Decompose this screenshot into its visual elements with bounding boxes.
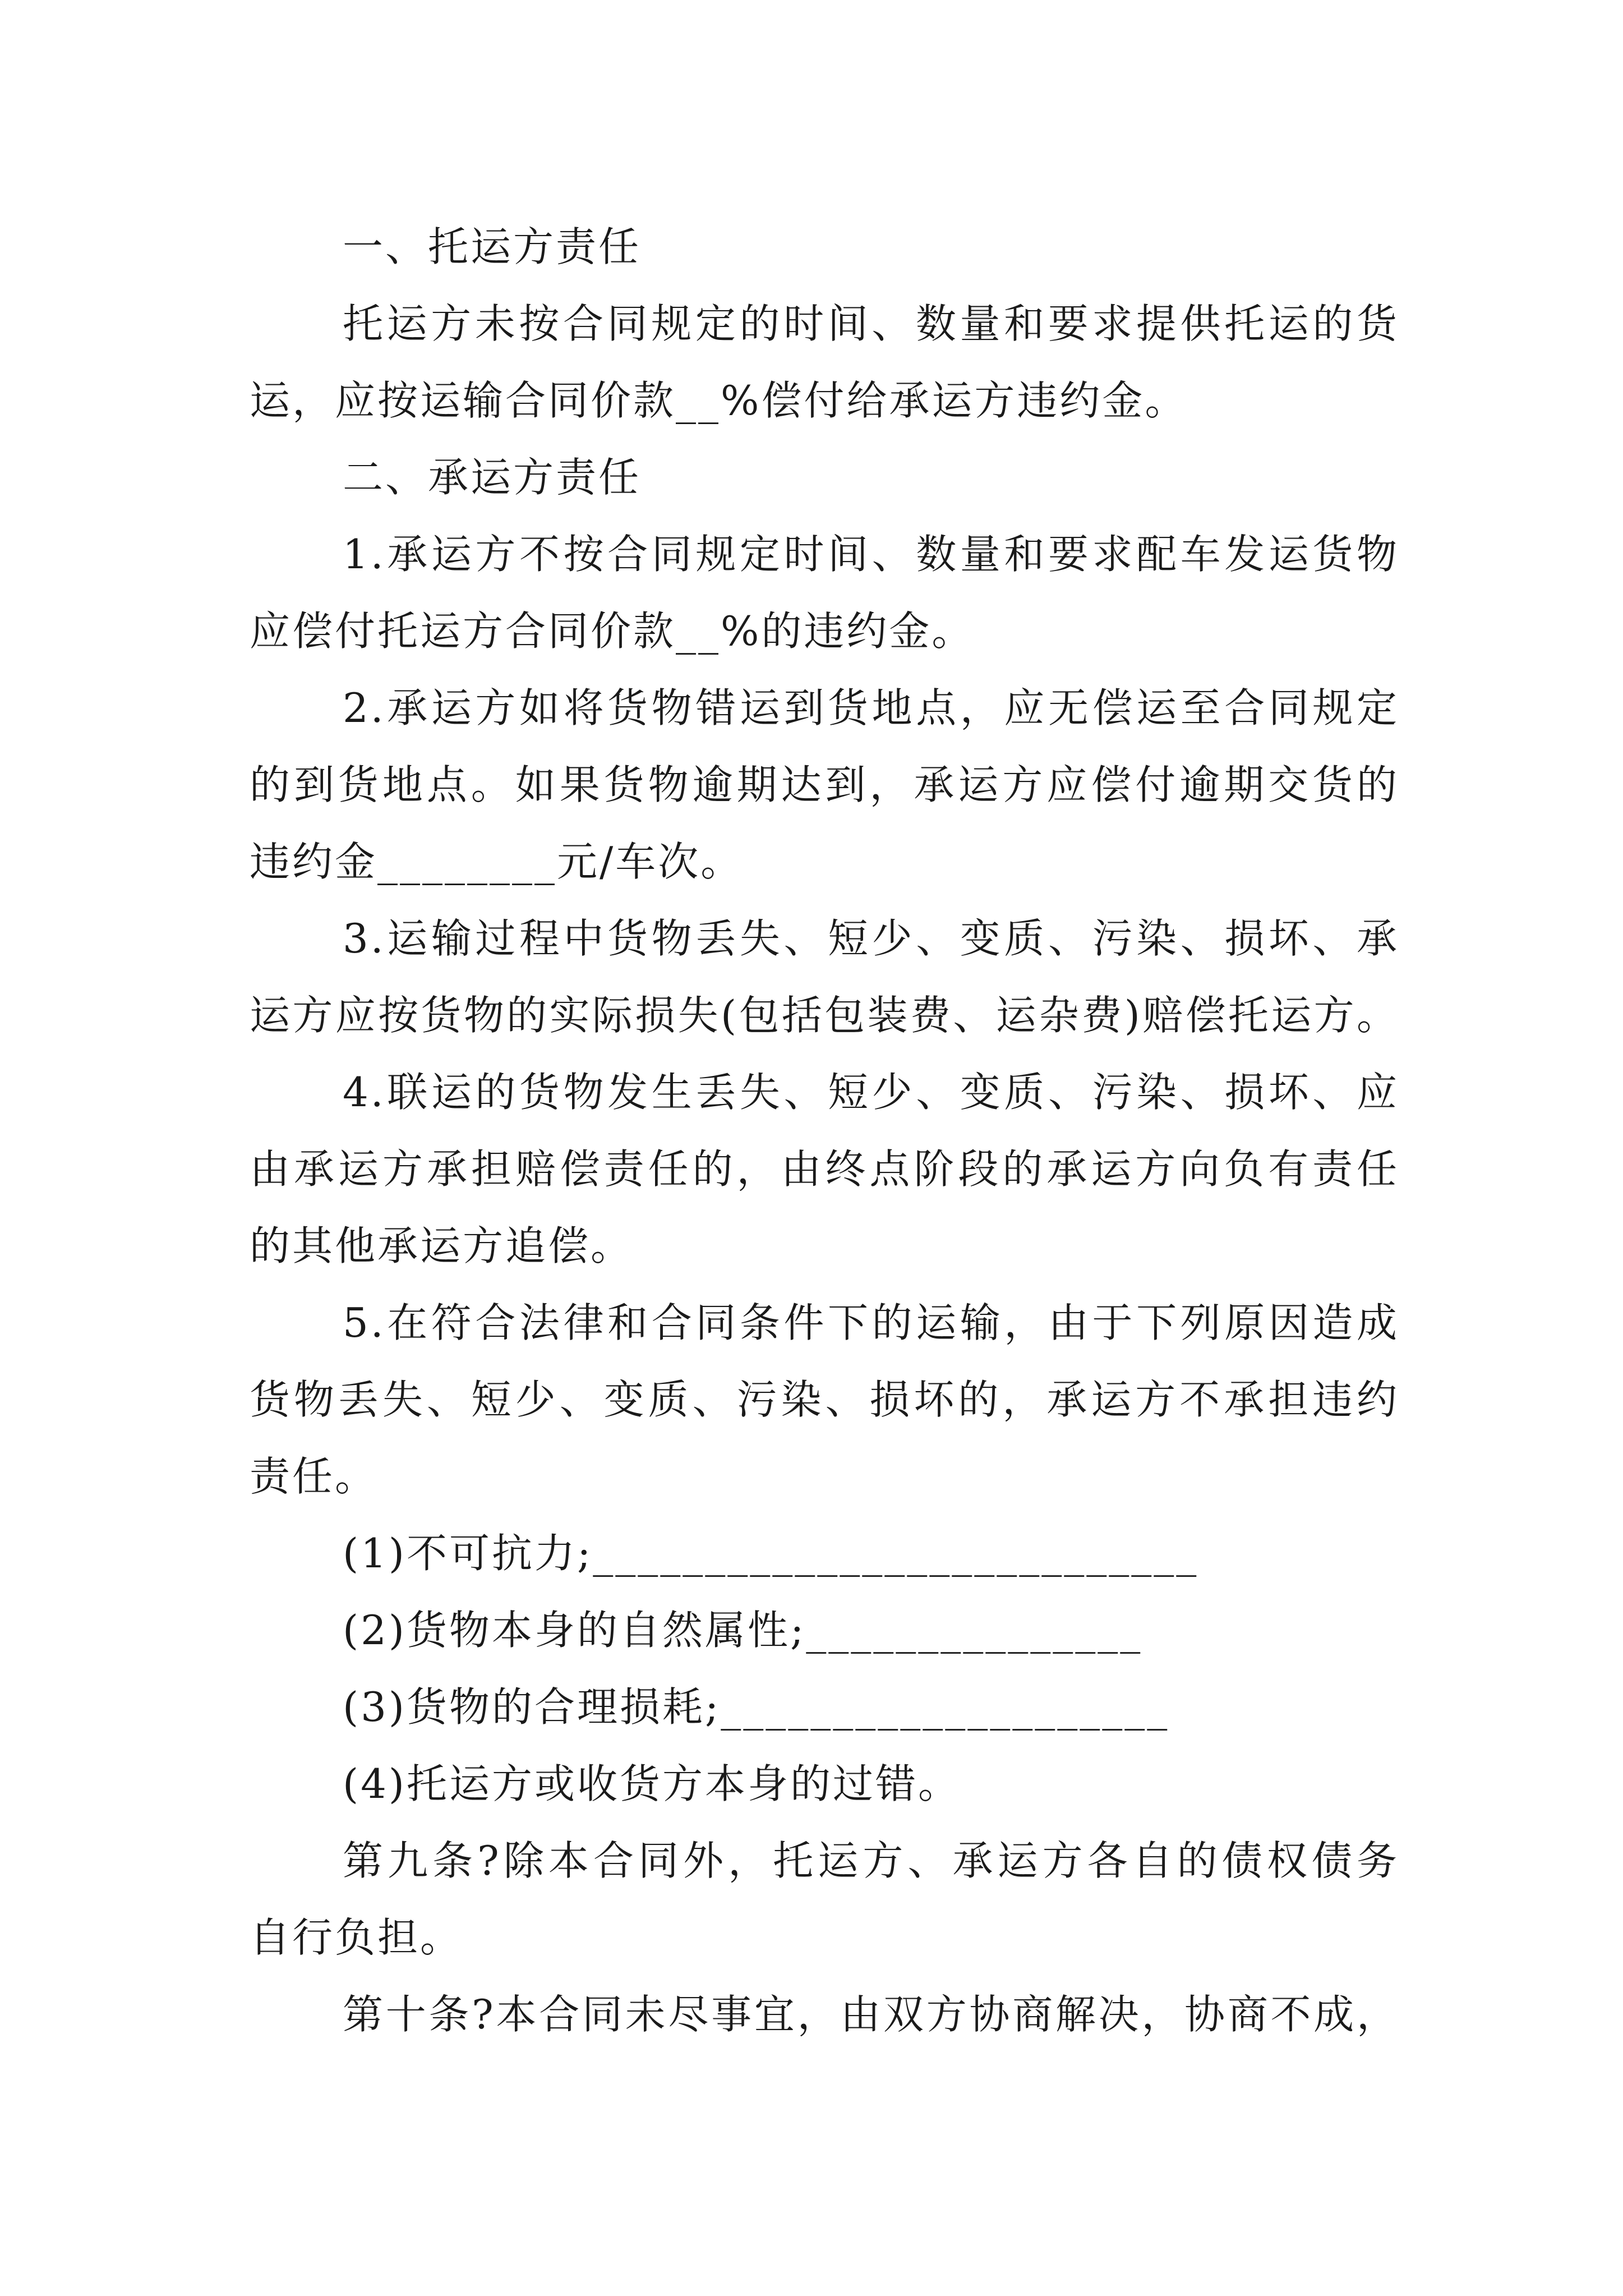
exemption-item-3: (3)货物的合理损耗;____________________: [343, 1683, 1170, 1731]
clause-5-line: 货物丢失、短少、变质、污染、损坏的，承运方不承担违约: [250, 1376, 1399, 1423]
paragraph-line: 托运方未按合同规定的时间、数量和要求提供托运的货: [343, 300, 1399, 347]
clause-1-line: 1.承运方不按合同规定时间、数量和要求配车发运货物: [343, 531, 1399, 578]
article-9-line: 第九条?除本合同外，托运方、承运方各自的债权债务: [343, 1837, 1399, 1884]
paragraph-line: 运，应按运输合同价款__%偿付给承运方违约金。: [250, 377, 1188, 424]
clause-3-line: 3.运输过程中货物丢失、短少、变质、污染、损坏、承: [343, 915, 1399, 962]
clause-4-line: 的其他承运方追偿。: [250, 1222, 634, 1269]
clause-3-line: 运方应按货物的实际损失(包括包装费、运杂费)赔偿托运方。: [250, 992, 1399, 1039]
article-10-line: 第十条?本合同未尽事宜，由双方协商解决，协商不成，: [343, 1991, 1399, 2038]
exemption-item-2: (2)货物本身的自然属性;_______________: [343, 1607, 1143, 1654]
clause-2-line: 的到货地点。如果货物逾期达到，承运方应偿付逾期交货的: [250, 761, 1399, 808]
exemption-item-4: (4)托运方或收货方本身的过错。: [343, 1760, 961, 1807]
clause-1-line: 应偿付托运方合同价款__%的违约金。: [250, 608, 975, 655]
clause-2-line: 2.承运方如将货物错运到货地点，应无偿运至合同规定: [343, 684, 1399, 731]
clause-2-line: 违约金________元/车次。: [250, 838, 744, 885]
article-9-line: 自行负担。: [250, 1914, 463, 1961]
document-page: [250, 209, 1399, 2053]
clause-5-line: 责任。: [250, 1453, 378, 1500]
clause-4-line: 由承运方承担赔偿责任的，由终点阶段的承运方向负有责任: [250, 1145, 1399, 1193]
exemption-item-1: (1)不可抗力;___________________________: [343, 1530, 1199, 1577]
section-heading-shipper-liability: 一、托运方责任: [343, 223, 642, 270]
clause-4-line: 4.联运的货物发生丢失、短少、变质、污染、损坏、应: [343, 1069, 1399, 1116]
clause-5-line: 5.在符合法律和合同条件下的运输，由于下列原因造成: [343, 1299, 1399, 1346]
section-heading-carrier-liability: 二、承运方责任: [343, 454, 642, 501]
